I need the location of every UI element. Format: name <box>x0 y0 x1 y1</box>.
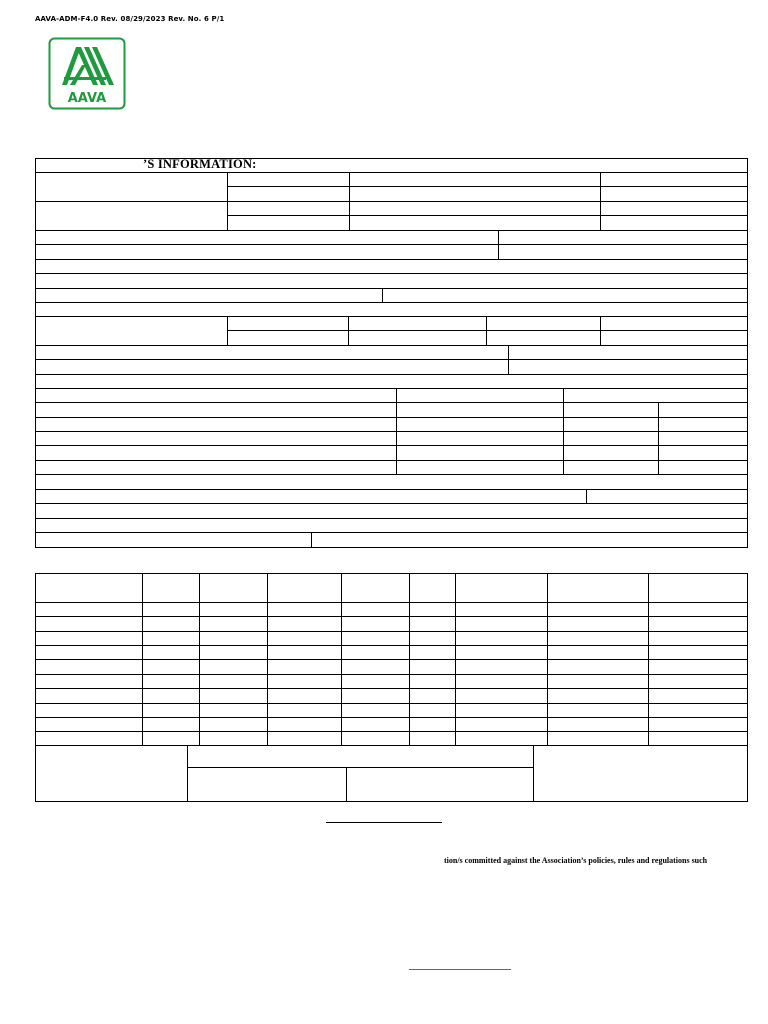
logo-text: AAVA <box>67 91 107 106</box>
form-code: AAVA-ADM-F4.0 Rev. 08/29/2023 Rev. No. 6 P/1 <box>35 15 225 23</box>
signature-line <box>326 822 442 823</box>
policy-text: tion/s committed against the Association’s policies, rules and regulations such <box>444 856 708 865</box>
link-underline <box>409 969 511 970</box>
section-title: ’S INFORMATION: <box>143 157 257 171</box>
